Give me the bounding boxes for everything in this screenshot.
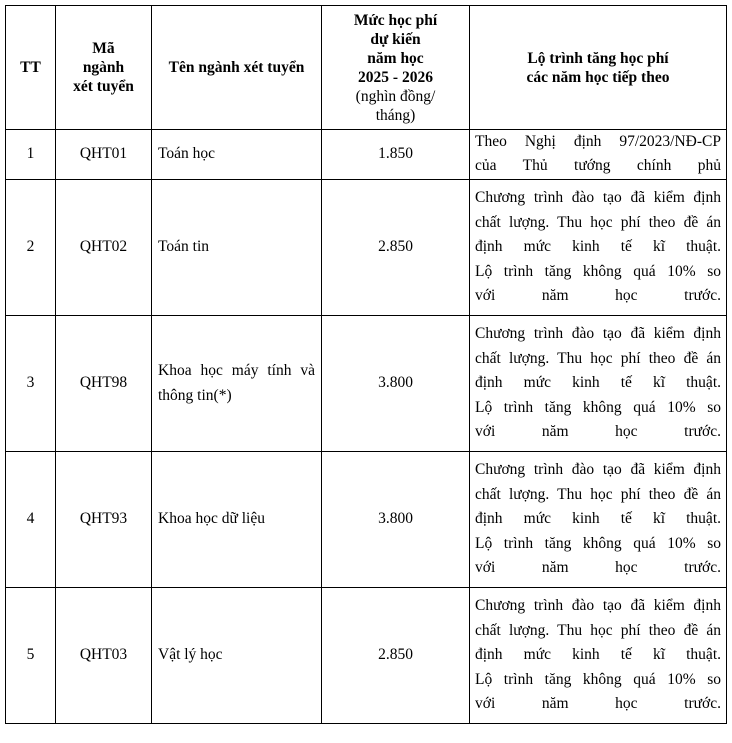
cell-lo-trinh: Chương trình đào tạo đã kiểm định chất lượng. Thu học phí theo đề án định mức kinh tế kĩ thuật. Lộ trình tăng không quá 10% so với năm học trước.	[470, 179, 727, 315]
cell-ten: Toán tin	[152, 179, 322, 315]
cell-hoc-phi: 2.850	[322, 587, 470, 723]
cell-lo-trinh: Theo Nghị định 97/2023/NĐ-CP của Thủ tướng chính phủ	[470, 130, 727, 180]
cell-lo-trinh: Chương trình đào tạo đã kiểm định chất lượng. Thu học phí theo đề án định mức kinh tế kĩ thuật. Lộ trình tăng không quá 10% so với năm học trước.	[470, 315, 727, 451]
header-row	[6, 6, 727, 130]
cell-ten: Toán học	[152, 130, 322, 180]
cell-hoc-phi: 3.800	[322, 315, 470, 451]
table-row	[6, 179, 727, 315]
header-ma-nganh: Mã ngành xét tuyển	[56, 6, 152, 130]
header-muc-hoc-phi: Mức học phí dự kiến năm học 2025 - 2026 (nghìn đồng/ tháng)	[322, 6, 470, 130]
cell-ten: Vật lý học	[152, 587, 322, 723]
cell-ma: QHT01	[56, 130, 152, 180]
cell-tt: 2	[6, 179, 56, 315]
header-tt: TT	[6, 6, 56, 130]
cell-tt: 4	[6, 451, 56, 587]
cell-ten: Khoa học dữ liệu	[152, 451, 322, 587]
cell-tt: 1	[6, 130, 56, 180]
cell-ma: QHT02	[56, 179, 152, 315]
cell-hoc-phi: 3.800	[322, 451, 470, 587]
cell-ten: Khoa học máy tính và thông tin(*)	[152, 315, 322, 451]
tuition-table	[5, 5, 727, 724]
header-lo-trinh: Lộ trình tăng học phí các năm học tiếp theo	[470, 6, 727, 130]
table-row	[6, 587, 727, 723]
table-row	[6, 451, 727, 587]
cell-lo-trinh: Chương trình đào tạo đã kiểm định chất lượng. Thu học phí theo đề án định mức kinh tế kĩ thuật. Lộ trình tăng không quá 10% so với năm học trước.	[470, 451, 727, 587]
table-row	[6, 315, 727, 451]
cell-lo-trinh: Chương trình đào tạo đã kiểm định chất lượng. Thu học phí theo đề án định mức kinh tế kĩ thuật. Lộ trình tăng không quá 10% so với năm học trước.	[470, 587, 727, 723]
cell-hoc-phi: 1.850	[322, 130, 470, 180]
cell-ma: QHT98	[56, 315, 152, 451]
cell-ma: QHT93	[56, 451, 152, 587]
cell-tt: 5	[6, 587, 56, 723]
cell-ma: QHT03	[56, 587, 152, 723]
cell-tt: 3	[6, 315, 56, 451]
table-row	[6, 130, 727, 180]
cell-hoc-phi: 2.850	[322, 179, 470, 315]
header-ten-nganh: Tên ngành xét tuyển	[152, 6, 322, 130]
